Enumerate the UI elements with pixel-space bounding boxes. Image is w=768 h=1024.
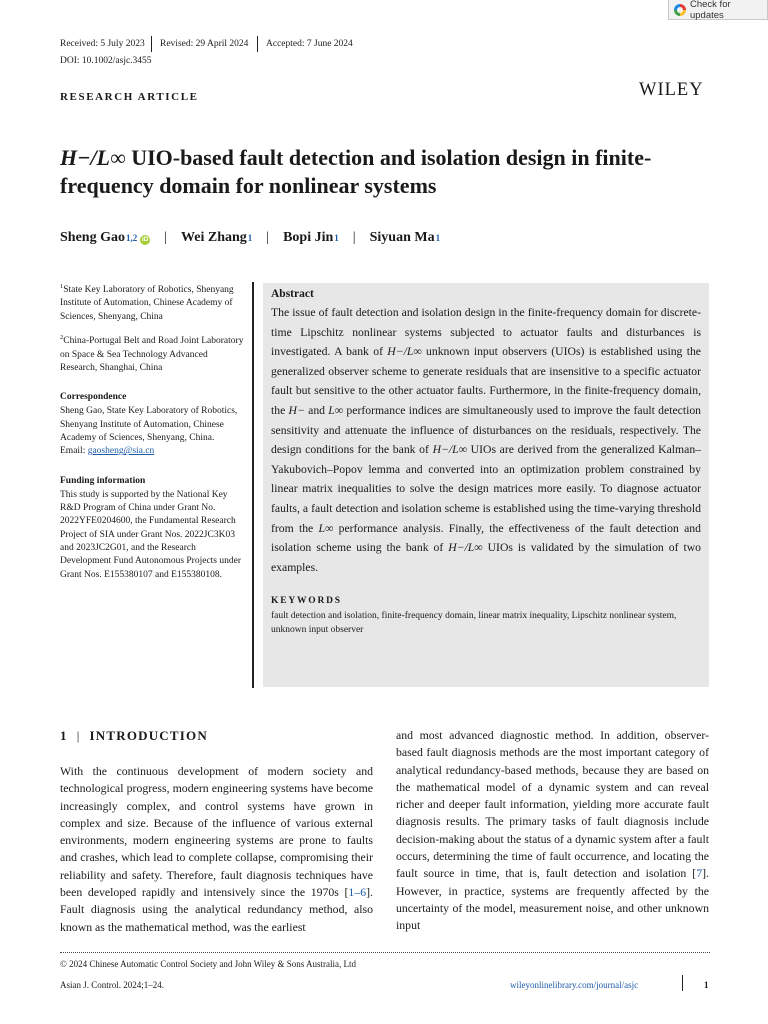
abstract-fragment: UIOs is validated by the simulation of two examples.: [271, 541, 701, 574]
section-separator: |: [76, 728, 81, 743]
article-sidebar: [60, 280, 245, 582]
accepted-date: Accepted: 7 June 2024: [266, 39, 353, 49]
affiliation: [60, 280, 245, 324]
meta-divider: [151, 36, 152, 52]
abstract-fragment: performance analysis. Finally, the effectiveness of the fault detection and isolation scheme using the bank of: [271, 521, 701, 555]
check-for-updates-badge[interactable]: [668, 0, 768, 20]
author-name[interactable]: Sheng Gao: [60, 230, 125, 245]
abstract-heading: Abstract: [271, 288, 314, 300]
revised-date: Revised: 29 April 2024: [160, 39, 249, 49]
affiliation: [60, 331, 245, 375]
sidebar-rule: [252, 282, 254, 688]
author-affiliation: 1,2: [125, 233, 138, 243]
orcid-icon[interactable]: iD: [141, 236, 149, 243]
author-affiliation: 1: [334, 233, 339, 243]
publisher-logo: WILEY: [639, 80, 704, 100]
abstract-fragment: performance indices are simultaneously used to improve the fault detection sensitivity and attenuate the influence of disturbances on the residuals, respectively. The design conditions for the bank of: [271, 403, 702, 457]
citation-link[interactable]: 1–6: [348, 885, 367, 900]
abstract-math: L∞: [318, 521, 334, 535]
keywords-text: fault detection and isolation, finite-frequency domain, linear matrix inequality, Lipschitz nonlinear system, unknown input observer: [271, 611, 677, 635]
abstract-text: [271, 303, 701, 577]
email-label: Email:: [60, 446, 88, 457]
abstract-math: H−/L∞: [448, 541, 483, 555]
title-text: UIO-based fault detection and isolation design in finite-frequency domain for nonlinear systems: [60, 145, 652, 198]
affiliation-text: State Key Laboratory of Robotics, Shenyang Institute of Automation, Chinese Academy of Sciences, Shenyang, China: [60, 285, 234, 322]
page-number: 1: [704, 980, 709, 990]
abstract-math: L∞: [328, 403, 344, 417]
author-name[interactable]: Wei Zhang: [181, 230, 247, 245]
affiliation-number: 2: [60, 334, 64, 342]
author-name[interactable]: Siyuan Ma: [369, 230, 435, 245]
crossmark-icon: [674, 4, 686, 16]
abstract-box: [263, 283, 709, 687]
section-title: INTRODUCTION: [89, 728, 208, 743]
body-text: With the continuous development of modern society and technological progress, modern engineering systems have become increasingly complex, and control systems have grown in complex and size. Because of the influence of various external environments, modern engineering systems are prone to faults and crashes, which lead to complete collapse, compromising their reliability and safety. Therefore, fault diagnosis techniques have been developed rapidly and intensively since the 1970s [: [60, 764, 373, 900]
journal-citation: Asian J. Control. 2024;1–24.: [60, 980, 165, 990]
title-math: H−/L∞: [60, 145, 126, 170]
author-affiliation: 1: [247, 233, 253, 243]
footer-divider: [60, 952, 710, 953]
author-separator: |: [164, 230, 168, 245]
author-affiliation: 1: [435, 233, 441, 243]
abstract-fragment: and: [304, 403, 329, 417]
doi: DOI: 10.1002/asjc.3455: [60, 56, 152, 66]
journal-url-link[interactable]: wileyonlinelibrary.com/journal/asjc: [510, 980, 639, 990]
abstract-math: H−/L∞: [387, 345, 422, 359]
received-date: Received: 5 July 2023: [60, 39, 145, 49]
funding-heading: Funding information: [60, 475, 146, 486]
funding-text: This study is supported by the National Key R&D Program of China under Grant No. 2022YFE0204600, the Fundamental Research Project of SIA under Grant Nos. 2022JC3K03 and 2023JC2G01, and the Research Development Fund Autonomous Projects under Grant Nos. E155380107 and E155380108.: [60, 489, 242, 580]
section-number: 1: [60, 728, 68, 743]
page-number-divider: [682, 975, 683, 991]
section-heading: [60, 728, 208, 744]
email-line: [60, 445, 245, 458]
abstract-math: H−: [288, 403, 305, 417]
body-text: and most advanced diagnostic method. In addition, observer-based fault diagnosis methods are the most important category of analytical redundancy-based methods, because they are based on the mathematical model of a dynamic system and can reveal richer and deeper fault information, yielding more accurate fault diagnosis results. The primary tasks of fault diagnosis include decision-making about the status of a dynamic system after a fault occurs, determining the time of fault occurrence, and locating the fault source in time, that is, fault detection and isolation [: [396, 728, 709, 881]
intro-column-left: [60, 763, 373, 936]
correspondence-text: Sheng Gao, State Key Laboratory of Robotics, Shenyang Institute of Automation, Chinese Academy of Sciences, Shenyang, China.: [60, 406, 238, 443]
author-list: [60, 230, 440, 246]
affiliation-number: 1: [60, 283, 64, 290]
abstract-math: H−/L∞: [432, 443, 467, 457]
author-name[interactable]: Bopi Jin: [283, 230, 334, 245]
abstract-fragment: UIOs are derived from the generalized Kalman–Yakubovich–Popov lemma and converted into an optimization problem constrained by linear matrix inequalities to solve the design matrices more easily. To diagnose actuator faults, a fault detection and isolation scheme is established using the time-varying threshold from the: [271, 443, 702, 535]
article-title: [60, 144, 710, 200]
abstract-fragment: unknown input observers (UIOs) is established using the generalized observer scheme to generate residuals that are insensitive to a specific actuator fault but sensitive to the other actuator faults. Furthermore, in the finite-frequency domain, the: [271, 345, 701, 417]
email-link[interactable]: gaosheng@sia.cn: [87, 446, 155, 457]
body-text: ]. Fault diagnosis using the analytical redundancy method, also known as the mathematical method, was the earliest: [60, 885, 373, 934]
author-separator: |: [266, 230, 270, 245]
body-text: ]. However, in practice, systems are frequently affected by the uncertainty of the model, measurement noise, and other unknown input: [396, 866, 709, 933]
copyright-notice: © 2024 Chinese Automatic Control Society and John Wiley & Sons Australia, Ltd: [60, 959, 357, 969]
author-separator: |: [352, 230, 356, 245]
intro-column-right: [396, 727, 709, 935]
meta-divider: [257, 36, 258, 52]
correspondence-heading: Correspondence: [60, 392, 127, 403]
citation-link[interactable]: 7: [696, 866, 703, 881]
article-type: RESEARCH ARTICLE: [60, 91, 199, 103]
check-for-updates-label: Check for updates: [689, 0, 731, 21]
affiliation-text: China-Portugal Belt and Road Joint Laboratory on Space & Sea Technology Advanced Research, Shanghai, China: [60, 336, 244, 373]
keywords-heading: KEYWORDS: [271, 596, 342, 607]
abstract-fragment: The issue of fault detection and isolation design in the finite-frequency domain for discrete-time Lipschitz nonlinear systems subjected to actuator faults and disturbances is investigated. A bank of: [271, 306, 701, 359]
